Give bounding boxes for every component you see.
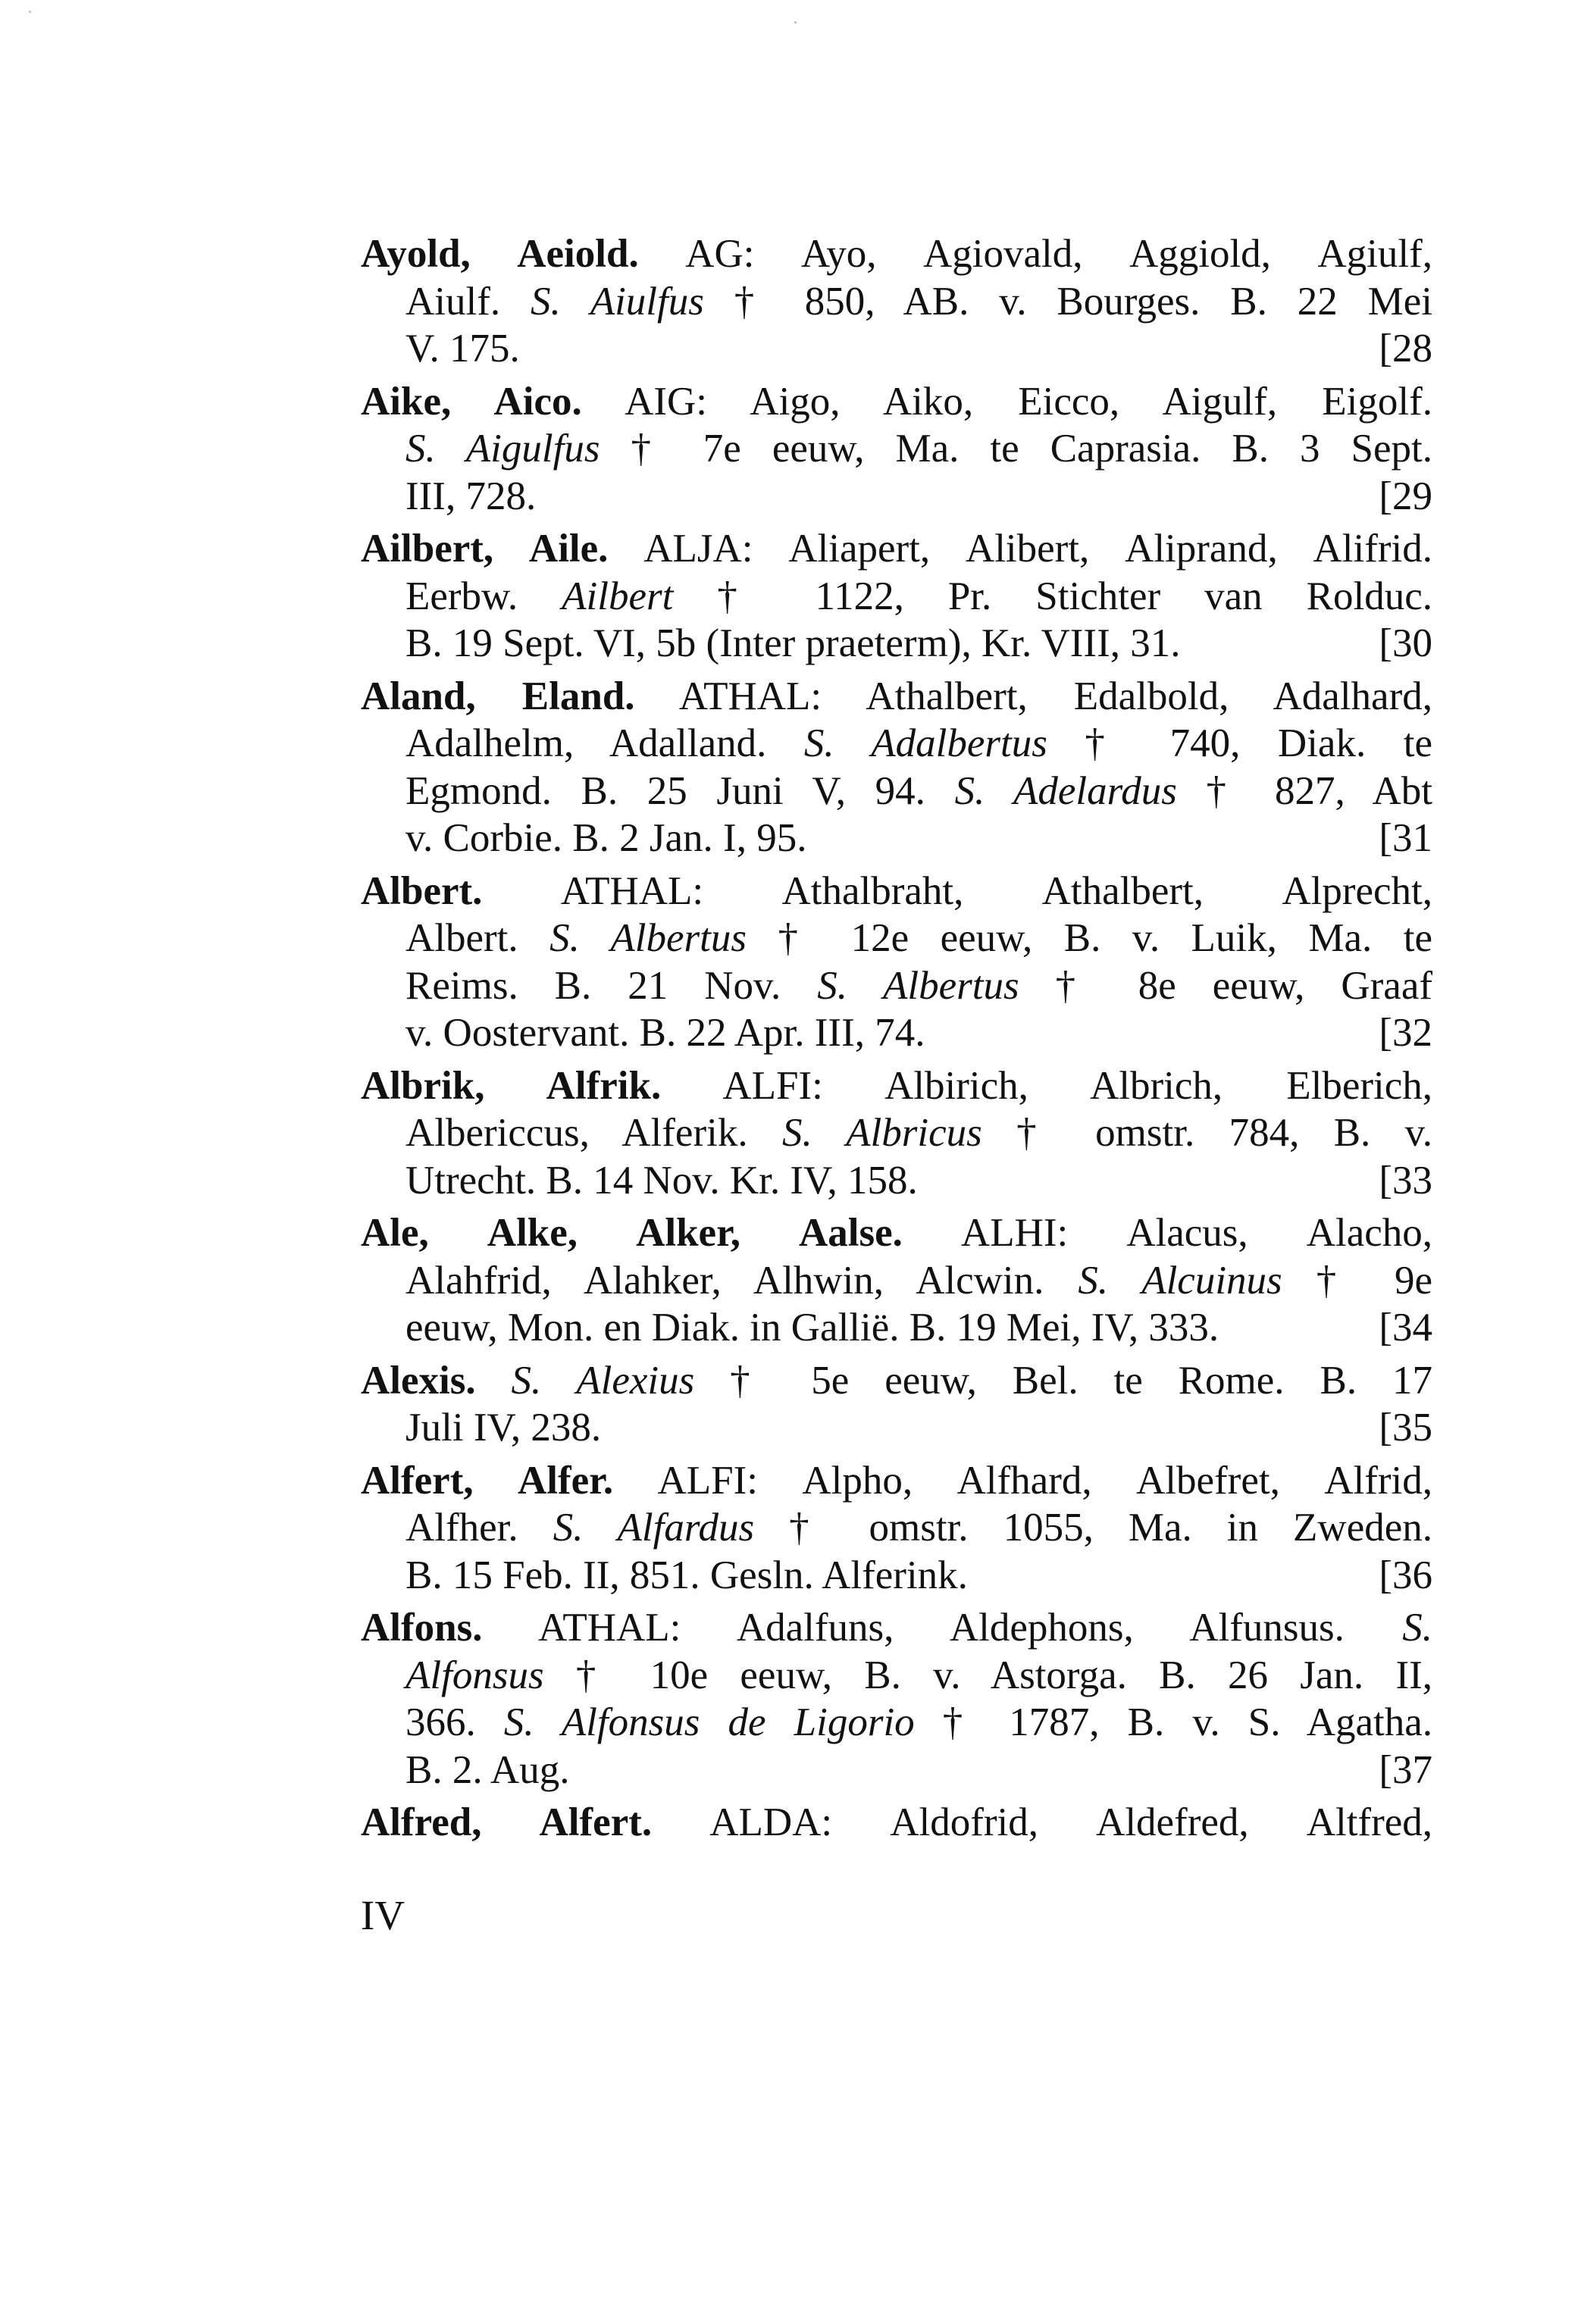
saint-name: Ailbert <box>562 574 674 618</box>
dictionary-entry <box>361 1357 1432 1452</box>
entry-text: ALFI: Albirich, Albrich, Elberich, <box>661 1063 1432 1108</box>
headword: Alfons. <box>361 1606 483 1650</box>
entry-line <box>361 1257 1432 1305</box>
entry-number: [32 <box>1379 1011 1432 1055</box>
entry-line <box>361 325 1432 373</box>
dictionary-entry <box>361 1209 1432 1352</box>
saint-name: S. Adelardus <box>954 768 1177 813</box>
headword: Ayold, Aeiold. <box>361 232 639 276</box>
entry-line <box>361 1699 1432 1747</box>
headword: Alfred, Alfert. <box>361 1800 653 1844</box>
entry-text: † 8e eeuw, Graaf <box>1019 963 1432 1008</box>
entry-line <box>361 378 1432 426</box>
dictionary-entry <box>361 525 1432 668</box>
headword: Ale, Alke, Alker, Aalse. <box>361 1211 903 1255</box>
entry-number: [36 <box>1379 1553 1432 1597</box>
entry-text: III, 728. <box>405 474 537 518</box>
entry-line <box>361 473 1432 521</box>
dictionary-entries <box>361 230 1432 1852</box>
entry-text: † 740, Diak. te <box>1047 721 1432 765</box>
entry-line <box>361 1304 1432 1352</box>
scan-speck <box>794 21 797 23</box>
entry-text: ALFI: Alpho, Alfhard, Albefret, Alfrid, <box>613 1458 1432 1503</box>
entry-text: B. 19 Sept. VI, 5b (Inter praeterm), Kr. VIII, 31. <box>405 621 1181 665</box>
entry-text: † omstr. 784, B. v. <box>981 1111 1432 1155</box>
headword: Albrik, Alfrik. <box>361 1063 662 1108</box>
entry-line <box>361 1799 1432 1847</box>
entry-text: Albericcus, Alferik. <box>405 1111 782 1155</box>
entry-text: † 12e eeuw, B. v. Luik, Ma. te <box>746 916 1432 960</box>
saint-name: S. Adalbertus <box>803 721 1047 765</box>
entry-text: 366. <box>405 1700 504 1744</box>
entry-number: [34 <box>1379 1306 1432 1350</box>
scan-speck <box>29 11 31 13</box>
headword: Alfert, Alfer. <box>361 1458 614 1503</box>
headword: Ailbert, Aile. <box>361 527 609 571</box>
entry-number: [35 <box>1379 1406 1432 1450</box>
entry-text: Aiulf. <box>405 279 531 324</box>
entry-line <box>361 1062 1432 1110</box>
entry-text: † 827, Abt <box>1176 768 1432 813</box>
entry-line <box>361 1552 1432 1600</box>
entry-text: v. Oostervant. B. 22 Apr. III, 74. <box>405 1011 925 1055</box>
dictionary-entry <box>361 1604 1432 1794</box>
saint-name: S. Alfardus <box>553 1506 755 1550</box>
entry-text: Egmond. B. 25 Juni V, 94. <box>405 768 955 813</box>
entry-line <box>361 768 1432 815</box>
entry-number: [31 <box>1379 816 1432 860</box>
saint-name: S. Alexius <box>511 1358 695 1403</box>
headword: Aland, Eland. <box>361 674 635 718</box>
entry-line <box>361 720 1432 768</box>
dictionary-entry <box>361 1799 1432 1847</box>
entry-text: eeuw, Mon. en Diak. in Gallië. B. 19 Mei, IV, 333. <box>405 1306 1219 1350</box>
entry-line <box>361 1604 1432 1652</box>
entry-number: [29 <box>1379 474 1432 518</box>
page-folio: IV <box>361 1892 405 1938</box>
saint-name: Alfonsus <box>405 1653 544 1697</box>
entry-line <box>361 278 1432 326</box>
saint-name: S. Albertus <box>817 963 1019 1008</box>
entry-number: [33 <box>1379 1158 1432 1203</box>
entry-text: Utrecht. B. 14 Nov. Kr. IV, 158. <box>405 1158 918 1203</box>
dictionary-entry <box>361 378 1432 521</box>
entry-text: Reims. B. 21 Nov. <box>405 963 818 1008</box>
entry-text: Alahfrid, Alahker, Alhwin, Alcwin. <box>405 1258 1079 1303</box>
headword: Alexis. <box>361 1358 476 1403</box>
saint-name: S. Aiulfus <box>531 279 704 324</box>
entry-text: B. 2. Aug. <box>405 1747 570 1792</box>
entry-text: AG: Ayo, Agiovald, Aggiold, Agiulf, <box>638 232 1432 276</box>
entry-line <box>361 673 1432 721</box>
entry-text: B. 15 Feb. II, 851. Gesln. Alferink. <box>405 1553 968 1597</box>
entry-text: † 1122, Pr. Stichter van Rolduc. <box>673 574 1432 618</box>
entry-number: [28 <box>1379 327 1432 371</box>
dictionary-entry <box>361 1457 1432 1600</box>
entry-line <box>361 230 1432 278</box>
entry-line <box>361 525 1432 573</box>
entry-number: [30 <box>1379 621 1432 665</box>
entry-line <box>361 1157 1432 1205</box>
entry-text: v. Corbie. B. 2 Jan. I, 95. <box>405 816 807 860</box>
entry-number: [37 <box>1379 1747 1432 1792</box>
entry-text: † 10e eeuw, B. v. Astorga. B. 26 Jan. II, <box>543 1653 1432 1697</box>
entry-line <box>361 1009 1432 1057</box>
entry-text: Alfher. <box>405 1506 553 1550</box>
dictionary-entry <box>361 1062 1432 1205</box>
entry-line <box>361 1652 1432 1700</box>
headword: Albert. <box>361 868 483 913</box>
saint-name: S. Aigulfus <box>405 427 600 471</box>
entry-text: ALDA: Aldofrid, Aldefred, Altfred, <box>652 1800 1432 1844</box>
entry-text: Juli IV, 238. <box>405 1406 602 1450</box>
entry-line <box>361 1457 1432 1505</box>
entry-text: ATHAL: Athalbraht, Athalbert, Alprecht, <box>482 868 1432 913</box>
entry-text: ATHAL: Adalfuns, Aldephons, Alfunsus. <box>482 1606 1403 1650</box>
entry-line <box>361 1504 1432 1552</box>
entry-text: V. 175. <box>405 327 520 371</box>
entry-line <box>361 1109 1432 1157</box>
entry-text: † 850, AB. v. Bourges. B. 22 Mei <box>703 279 1433 324</box>
dictionary-entry <box>361 868 1432 1057</box>
entry-text: † 5e eeuw, Bel. te Rome. B. 17 <box>694 1358 1432 1403</box>
entry-text: Albert. <box>405 916 550 960</box>
entry-text: Adalhelm, Adalland. <box>405 721 804 765</box>
dictionary-entry <box>361 230 1432 373</box>
entry-line <box>361 868 1432 915</box>
entry-line <box>361 1404 1432 1452</box>
entry-line <box>361 573 1432 621</box>
entry-line <box>361 962 1432 1010</box>
entry-text: † 9e <box>1282 1258 1432 1303</box>
entry-text: ATHAL: Athalbert, Edalbold, Adalhard, <box>634 674 1432 718</box>
entry-line <box>361 425 1432 473</box>
entry-line <box>361 915 1432 962</box>
headword: Aike, Aico. <box>361 379 582 424</box>
entry-text: AIG: Aigo, Aiko, Eicco, Aigulf, Eigolf. <box>581 379 1432 424</box>
entry-line <box>361 1357 1432 1405</box>
saint-name: S. <box>1402 1606 1432 1650</box>
saint-name: S. Alfonsus de Ligorio <box>503 1700 915 1744</box>
entry-line <box>361 815 1432 862</box>
entry-line <box>361 1747 1432 1794</box>
entry-text: † 7e eeuw, Ma. te Caprasia. B. 3 Sept. <box>600 427 1433 471</box>
entry-text: † 1787, B. v. S. Agatha. <box>914 1700 1432 1744</box>
dictionary-entry <box>361 673 1432 862</box>
entry-text: ALJA: Aliapert, Alibert, Aliprand, Alifrid. <box>608 527 1432 571</box>
entry-line <box>361 620 1432 668</box>
saint-name: S. Albricus <box>781 1111 982 1155</box>
entry-text: ALHI: Alacus, Alacho, <box>902 1211 1432 1255</box>
entry-text: Eerbw. <box>405 574 562 618</box>
entry-text: † omstr. 1055, Ma. in Zweden. <box>754 1506 1432 1550</box>
entry-line <box>361 1209 1432 1257</box>
saint-name: S. Albertus <box>549 916 747 960</box>
entry-text <box>476 1359 512 1403</box>
saint-name: S. Alcuinus <box>1078 1258 1282 1303</box>
